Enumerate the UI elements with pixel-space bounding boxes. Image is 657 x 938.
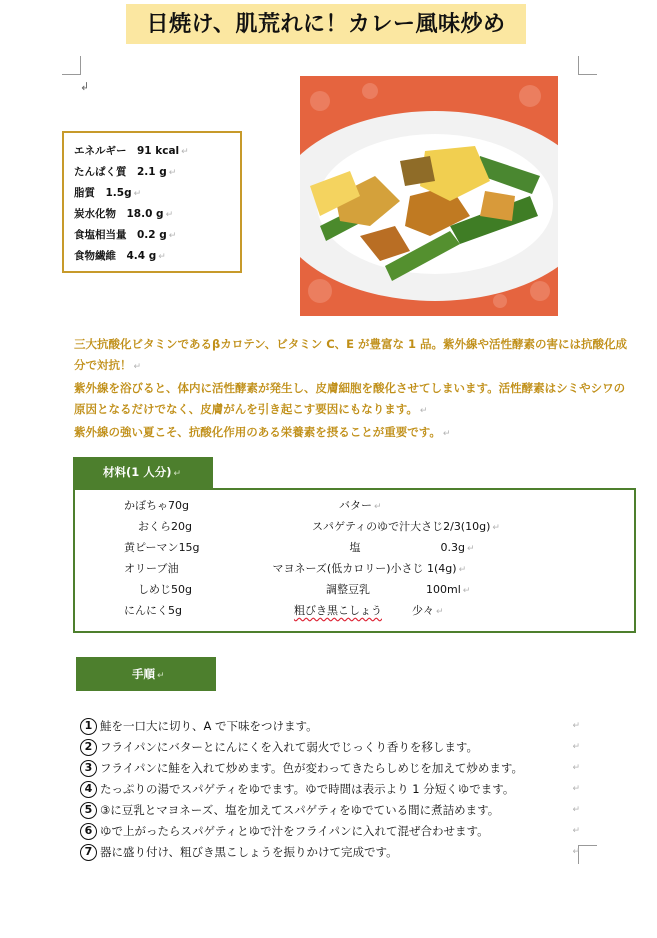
nutrition-row: 脂質 1.5g ↵ <box>74 187 142 199</box>
dish-illustration <box>300 76 558 316</box>
material-row: オリーブ油 マヨネーズ(低カロリー)小さじ 1(4g) ↵ <box>124 562 467 575</box>
step-item: 6 ゆで上がったらスパゲティとゆで汁をフライパンに入れて混ぜ合わせます。 ↵ <box>80 821 580 842</box>
step-number: 5 <box>80 802 97 819</box>
nutrition-row: 食塩相当量 0.2 g ↵ <box>74 229 177 241</box>
intro-paragraph: 三大抗酸化ビタミンであるβカロテン、ビタミン C、E が豊富な 1 品。紫外線や活性酵素の害には抗酸化成分で対抗！ <box>74 337 628 372</box>
step-item: 2 フライパンにバターとにんにくを入れて弱火でじっくり香りを移します。 ↵ <box>80 737 580 758</box>
margin-corner-mark <box>578 56 597 75</box>
materials-box <box>73 488 636 633</box>
step-number: 6 <box>80 823 97 840</box>
step-number: 4 <box>80 781 97 798</box>
step-number: 7 <box>80 844 97 861</box>
materials-header: 材料(1 人分) ↵ <box>73 457 213 488</box>
material-row: 黄ピーマン15g 塩 0.3g ↵ <box>124 541 475 554</box>
material-row: にんにく5g 粗びき黒こしょう 少々 ↵ <box>124 604 444 617</box>
procedure-header: 手順 ↵ <box>76 657 216 691</box>
step-number: 3 <box>80 760 97 777</box>
page-title: 日焼け、肌荒れに！カレー風味炒め <box>126 4 526 44</box>
step-item: 1 鮭を一口大に切り、A で下味をつけます。 ↵ <box>80 716 580 737</box>
nutrition-box <box>62 131 242 273</box>
procedure-steps <box>80 716 580 863</box>
nutrition-row: 炭水化物 18.0 g ↵ <box>74 208 174 220</box>
margin-corner-mark <box>578 845 597 864</box>
nutrition-row: 食物繊維 4.4 g ↵ <box>74 250 166 262</box>
step-item: 5 ③に豆乳とマヨネーズ、塩を加えてスパゲティをゆでている間に煮詰めます。 ↵ <box>80 800 580 821</box>
nutrition-row: エネルギー 91 kcal ↵ <box>74 145 189 157</box>
intro-paragraph: 紫外線の強い夏こそ、抗酸化作用のある栄養素を摂ることが重要です。 <box>74 425 441 439</box>
step-number: 1 <box>80 718 97 735</box>
material-row: しめじ50g 調整豆乳 100ml ↵ <box>138 583 471 596</box>
material-row: おくら20g スパゲティのゆで汁大さじ2/3(10g) ↵ <box>138 520 500 533</box>
step-item: 7 器に盛り付け、粗びき黒こしょうを振りかけて完成です。 ↵ <box>80 842 580 863</box>
text-cursor: ↲ <box>80 80 90 93</box>
dish-photo <box>300 76 558 316</box>
material-row: かぼちゃ70g バター ↵ <box>124 499 382 512</box>
step-item: 4 たっぷりの湯でスパゲティをゆでます。ゆで時間は表示より 1 分短くゆでます。 ↵ <box>80 779 580 800</box>
intro-text: 三大抗酸化ビタミンであるβカロテン、ビタミン C、E が豊富な 1 品。紫外線や活性酵素の害には抗酸化成分で対抗！ ↵ 紫外線を浴びると、体内に活性酵素が発生し、皮膚細胞を酸化させてしまいます。活性酵素はシミやシワの原因となるだけでなく、皮膚がんを引き起こす要因にもなります。 ↵ 紫外線の強い夏こそ、抗酸化作用のある栄養素を摂ることが重要です。 ↵ <box>74 337 628 439</box>
step-number: 2 <box>80 739 97 756</box>
intro-paragraph: 紫外線を浴びると、体内に活性酵素が発生し、皮膚細胞を酸化させてしまいます。活性酵素はシミやシワの原因となるだけでなく、皮膚がんを引き起こす要因にもなります。 <box>74 381 626 416</box>
margin-corner-mark <box>62 56 81 75</box>
nutrition-row: たんぱく質 2.1 g ↵ <box>74 166 177 178</box>
step-item: 3 フライパンに鮭を入れて炒めます。色が変わってきたらしめじを加えて炒めます。 ↵ <box>80 758 580 779</box>
